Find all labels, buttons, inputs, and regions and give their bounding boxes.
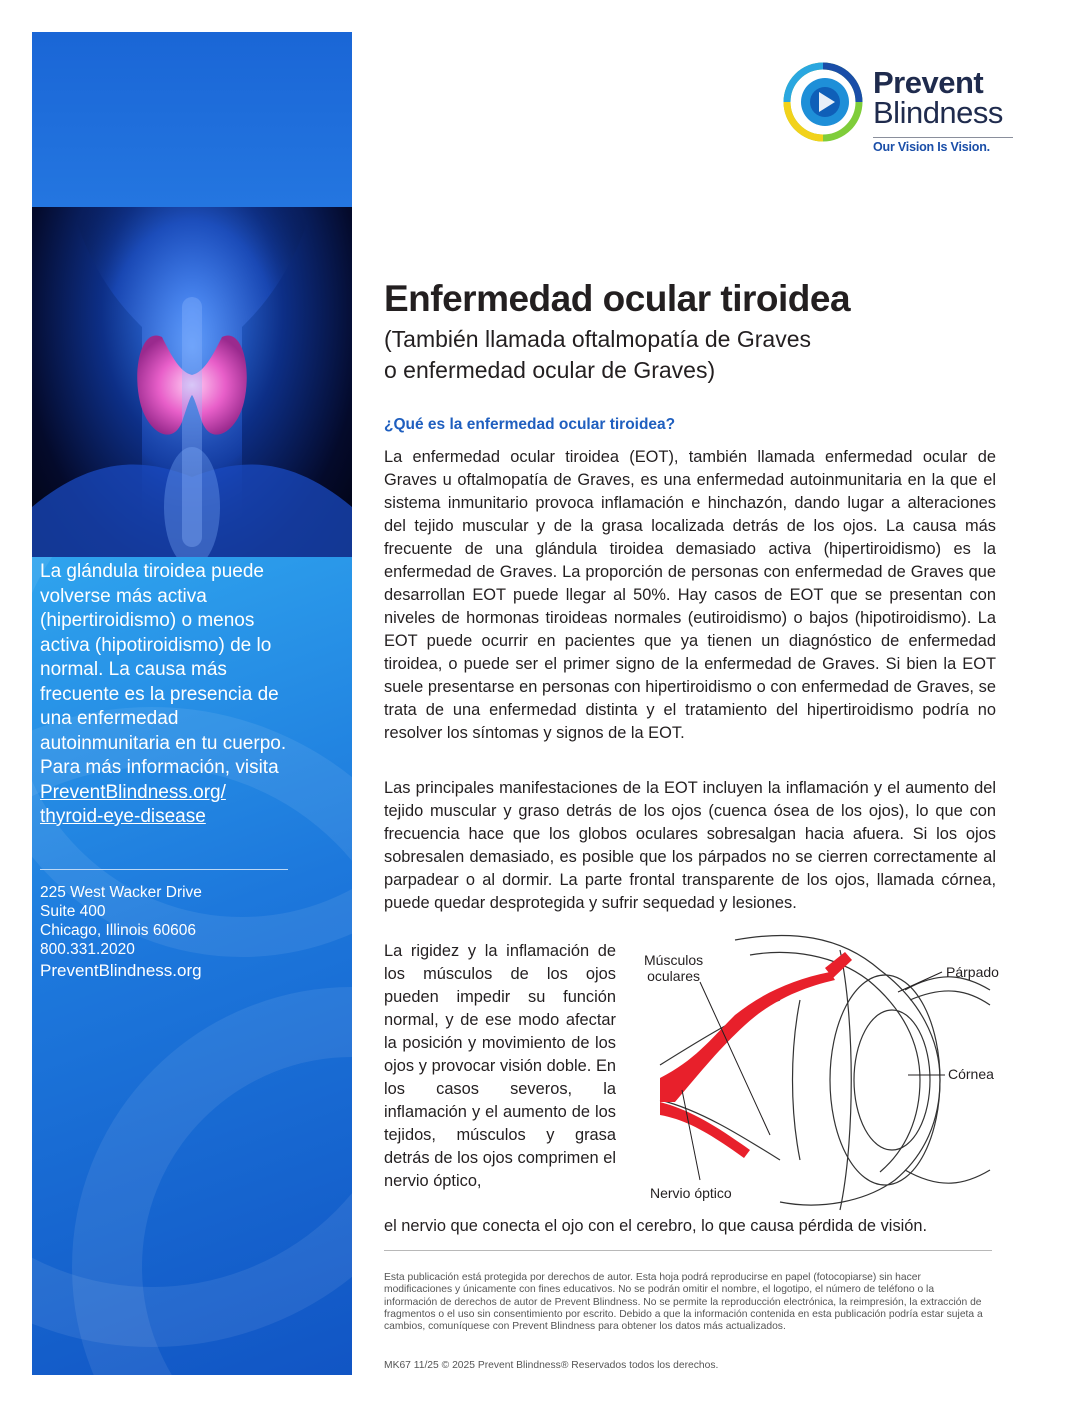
label-muscles-line1: Músculos [644,952,704,968]
sidebar-divider [40,869,288,870]
label-optic-nerve: Nervio óptico [650,1185,732,1201]
logo-name-bold: Prevent [873,65,984,100]
paragraph-3: La rigidez y la inflamación de los músculos de los ojos pueden impedir su función normal, y de ese modo afectar la posición y movimiento de los ojos y provocar visión doble. En los casos severos, la inflamación y el aumento de los tejidos, músculos y grasa detrás de los ojos comprimen el nervio óptico, [384,942,616,1190]
legal-notice: Esta publicación está protegida por derechos de autor. Esta hoja podrá reproducirse en papel (fotocopiarse) sin hacer modificaciones y únicamente con fines educativos. No se podrán omitir el nombre, el logotipo, el número de teléfono o la información de derechos de autor de Prevent Blindness. No se permite la reproducción electrónica, la reimpresión, la extracción de fragmentos o el uso sin consentimiento por escrito. Debido a que la información contenida en esta publicación podría estar sujeta a cambios, comuníquese con Prevent Blindness para obtener los datos más actualizados. [384,1272,983,1333]
sidebar-link-line1[interactable]: PreventBlindness.org/ [40,781,226,803]
eye-anatomy-diagram [640,930,1000,1215]
sidebar-link-line2[interactable]: thyroid-eye-disease [40,806,206,827]
label-muscles-line2: oculares [647,968,701,984]
address-suite: Suite 400 [40,903,106,920]
section-heading: ¿Qué es la enfermedad ocular tiroidea? [384,416,676,433]
paragraph-2: Las principales manifestaciones de la EOT incluyen la inflamación y el aumento del tejido muscular y graso detrás de los ojos (cuenca ósea de los ojos), lo que con frecuencia hace que los globos oculares sobresalgan hacia afuera. Si los ojos sobresalen demasiado, es posible que los párpados no se cierren correctamente al parpadear o al dormir. La parte frontal transparente de los ojos, llamada córnea, puede quedar desprotegida y sufrir sequedad y lesiones. [384,779,996,912]
subtitle-line2: o enfermedad ocular de Graves) [384,357,716,383]
label-eyelid: Párpado [946,964,999,980]
footer-divider [384,1250,992,1251]
address-street: 225 West Wacker Drive [40,884,202,901]
sidebar-description: La glándula tiroidea puede volverse más activa (hipertiroidismo) o menos activa (hipotiroidismo) de lo normal. La causa más frecuente es la presencia de una enfermedad autoinmunitaria en tu cuerpo. Para más información, visita [40,561,287,778]
address-city: Chicago, Illinois 60606 [40,922,196,939]
subtitle-line1: (También llamada oftalmopatía de Graves [384,326,811,352]
label-eye-muscles [644,952,703,984]
logo-name-regular: Blindness [873,95,1003,130]
logo-wordmark [873,65,1003,130]
logo-eye-icon [783,62,863,142]
address-block [40,883,202,980]
prevent-blindness-logo [783,62,1015,158]
thyroid-neck-image [32,207,352,557]
logo-tagline: Our Vision Is Vision. [873,140,990,154]
paragraph-1: La enfermedad ocular tiroidea (EOT), también llamada enfermedad ocular de Graves u oftalmopatía de Graves, es una enfermedad autoinmunitaria en la que el sistema inmunitario provoca inflamación e hinchazón, dando lugar a alteraciones del tejido muscular y de la grasa localizada detrás de los ojos. La causa más frecuente de una glándula tiroidea demasiado activa (hipertiroidismo) es la enfermedad de Graves. La proporción de personas con enfermedad de Graves que desarrollan EOT puede llegar al 50%. Hay casos de EOT que se presentan con niveles de hormonas tiroideas normales (eutiroidismo) o bajos (hipotiroidismo). La EOT puede ocurrir en pacientes que ya tienen un diagnóstico de enfermedad tiroidea, o puede ser el primer signo de la enfermedad de Graves. Si bien la EOT suele presentarse en personas con hipertiroidismo o con enfermedad de Graves, se trata de una enfermedad distinta y el tratamiento del hipertiroidismo podría no resolver los síntomas y signos de la EOT. [384,448,996,742]
label-cornea: Córnea [948,1066,994,1082]
logo-divider [873,137,1013,138]
website-link[interactable]: PreventBlindness.org [40,961,202,980]
sidebar-text [40,560,290,830]
thyroid-illustration [32,207,352,557]
paragraph-3-end: el nervio que conecta el ojo con el cerebro, lo que causa pérdida de visión. [384,1217,928,1235]
page-title: Enfermedad ocular tiroidea [384,278,851,319]
sidebar-top-band [32,32,352,207]
page-subtitle [384,324,944,386]
copyright: MK67 11/25 © 2025 Prevent Blindness® Reservados todos los derechos. [384,1360,719,1371]
phone-number: 800.331.2020 [40,941,135,958]
